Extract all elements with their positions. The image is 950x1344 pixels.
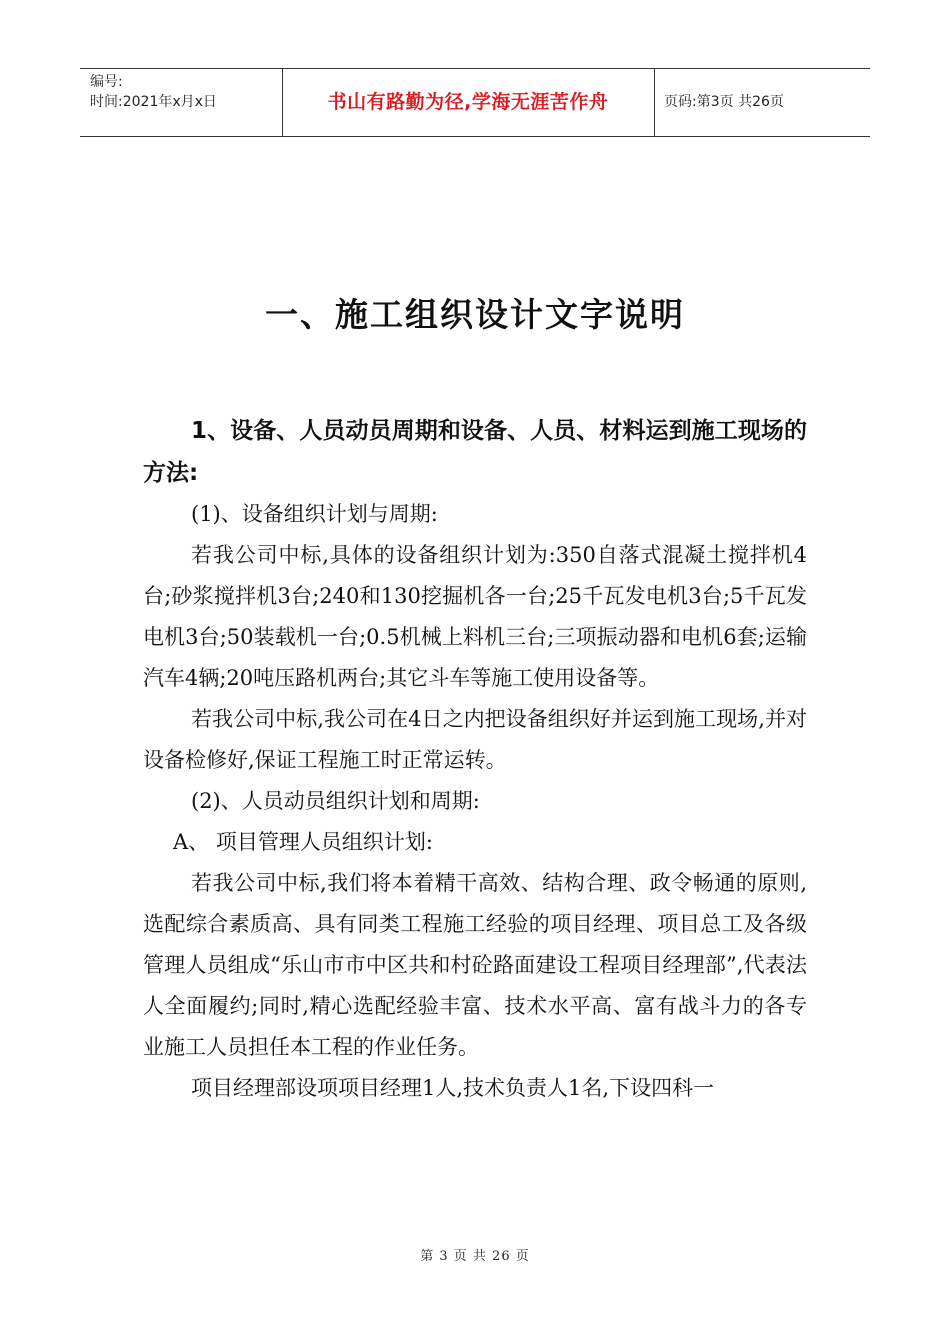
document-title: 一、施工组织设计文字说明 xyxy=(265,295,685,334)
subsection-1-heading: (1)、设备组织计划与周期: xyxy=(191,502,438,526)
subsection-a-heading: A、 项目管理人员组织计划: xyxy=(173,830,433,854)
header-bottom-rule xyxy=(80,136,870,137)
paragraph-personnel-plan: 若我公司中标,我们将本着精干高效、结构合理、政令畅通的原则,选配综合素质高、具有同类工程施工经验的项目经理、项目总工及各级管理人员组成“乐山市市中区共和村砼路面建设工程项目经理部”,代表法人全面履约;同时,精心选配经验丰富、技术水平高、富有战斗力的各专业施工人员担任本工程的作业任务。 xyxy=(143,871,807,1059)
header-number-label: 编号: xyxy=(90,74,123,90)
paragraph-equipment-plan: 若我公司中标,具体的设备组织计划为:350自落式混凝土搅拌机4台;砂浆搅拌机3台;240和130挖掘机各一台;25千瓦发电机3台;5千瓦发电机3台;50装载机一台;0.5机械上料机三台;三项振动器和电机6套;运输汽车4辆;20吨压路机两台;其它斗车等施工使用设备等。 xyxy=(143,543,807,690)
subsection-2-heading: (2)、人员动员组织计划和周期: xyxy=(191,789,480,813)
paragraph-equipment-schedule: 若我公司中标,我公司在4日之内把设备组织好并运到施工现场,并对设备检修好,保证工程施工时正常运转。 xyxy=(143,707,807,772)
header-meta xyxy=(90,72,217,112)
page-footer: 第 3 页 共 26 页 xyxy=(420,1249,530,1264)
section-heading: 1、设备、人员动员周期和设备、人员、材料运到施工现场的方法: xyxy=(143,418,807,486)
header-divider-2 xyxy=(654,68,655,136)
header-page-info: 页码:第3页 共26页 xyxy=(664,94,784,110)
header-date-label: 时间:2021年x月x日 xyxy=(90,94,217,110)
paragraph-project-department: 项目经理部设项项目经理1人,技术负责人1名,下设四科一 xyxy=(191,1076,715,1100)
document-body xyxy=(143,410,807,1109)
header-motto: 书山有路勤为径,学海无涯苦作舟 xyxy=(327,91,609,113)
